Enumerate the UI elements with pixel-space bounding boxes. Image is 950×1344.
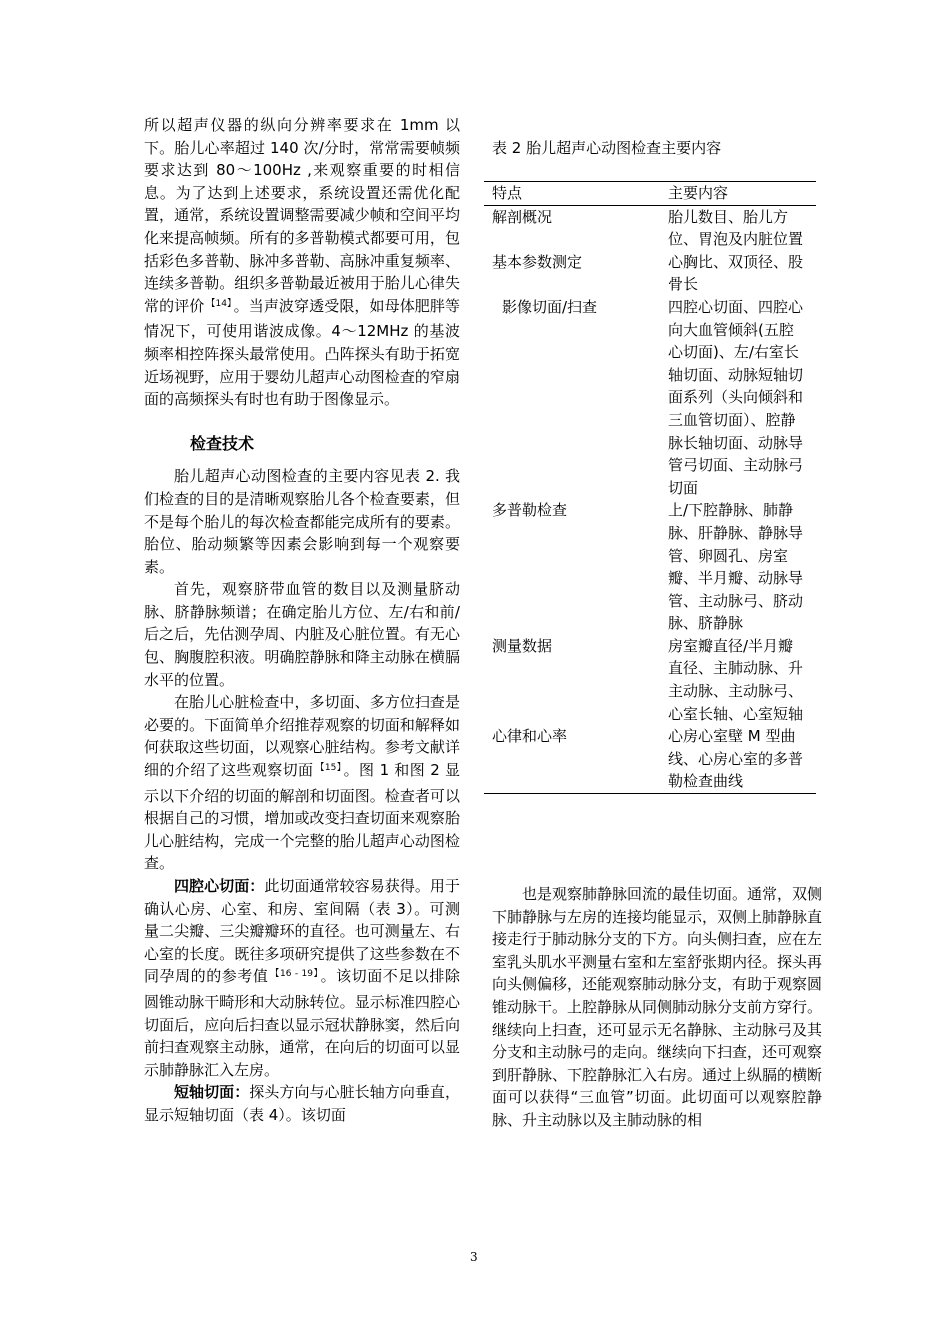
table-row <box>484 499 816 635</box>
table-cell-feature: 解剖概况 <box>492 207 553 226</box>
section-heading: 检查技术 <box>190 433 255 453</box>
table-cell-content: 四腔心切面、四腔心向大血管倾斜(五腔心切面)、左/右室长轴切面、动脉短轴切面系列（头向倾斜和三血管切面）、腔静脉长轴切面、动脉导管弓切面、主动脉弓切面 <box>668 297 804 497</box>
table-row <box>484 251 816 296</box>
table-header-feature: 特点 <box>484 182 660 206</box>
left-column <box>144 114 460 1127</box>
paragraph-four-chamber: 四腔心切面：此切面通常较容易获得。用于确认心房、心室、和房、室间隔（表 3）。可测量二尖瓣、三尖瓣瓣环的直径。也可测量左、右心室的长度。既往多项研究提供了这些参数在不同孕周的的参考值 $^{【16 - 19】}$ 。该切面不足以排除圆锥动脉干畸形和大动脉转位。显示标准四腔心切面后，应向后扫查以显示冠状静脉窦，然后向前扫查观察主动脉，通常，在向后的切面可以显示肺静脉汇入左房。 <box>144 877 460 1079</box>
table-header-content: 主要内容 <box>660 182 816 206</box>
table-row <box>484 635 816 725</box>
table-cell-feature: 心律和心率 <box>492 727 568 746</box>
table-row <box>484 205 816 251</box>
table-cell-feature: 基本参数测定 <box>492 252 583 271</box>
paragraph-short-axis: 短轴切面：探头方向与心脏长轴方向垂直，显示短轴切面（表 4）。该切面 <box>144 1083 460 1124</box>
table-cell-content: 心胸比、双顶径、股骨长 <box>668 252 804 294</box>
paragraph-pulmonary-veins: 也是观察肺静脉回流的最佳切面。通常，双侧下肺静脉与左房的连接均能显示，双侧上肺静脉直接走行于肺动脉分支的下方。向头侧扫查，应在左室乳头肌水平测量右室和左室舒张期内径。探头再向头侧偏移，还能观察肺动脉分支，有助于观察圆锥动脉干。上腔静脉从同侧肺动脉分支前方穿行。继续向上扫查，还可显示无名静脉、主动脉弓及其分支和主动脉弓的走向。继续向下扫查，还可观察到肝静脉、下腔静脉汇入右房。通过上纵膈的横断面可以获得“三血管”切面。此切面可以观察腔静脉、升主动脉以及主肺动脉的相 <box>492 885 823 1129</box>
table-row <box>484 725 816 793</box>
table-cell-feature: 多普勒检查 <box>492 501 568 520</box>
paragraph-views: 在胎儿心脏检查中，多切面、多方位扫查是必要的。下面简单介绍推荐观察的切面和解释如何获取这些切面，以观察心脏结构。参考文献详细的介绍了这些观察切面 $^{【15】}$ 。图 1 和图 2 显示以下介绍的切面的解剖和切面图。检查者可以根据自己的习惯，增加或改变扫查切面来观察胎儿心脏结构，完成一个完整的胎儿超声心动图检查。 <box>144 693 460 873</box>
table-cell-content: 心房心室壁 M 型曲线、心房心室的多普勒检查曲线 <box>668 727 804 791</box>
table-cell-feature: 测量数据 <box>492 636 553 655</box>
citation-15: 【15】 <box>315 763 342 774</box>
short-axis-lead: 短轴切面： <box>174 1083 250 1102</box>
table-cell-content: 胎儿数目、胎儿方位、胃泡及内脏位置 <box>668 207 804 249</box>
table-caption: 表 2 胎儿超声心动图检查主要内容 <box>492 139 722 157</box>
right-column <box>492 883 822 1132</box>
citation-14: 【14】 <box>206 298 232 309</box>
table-header-row <box>484 182 816 206</box>
page-number: 3 <box>470 1250 478 1264</box>
table-cell-feature: 影像切面/扫查 <box>502 297 598 316</box>
table-2 <box>484 181 816 794</box>
table-row <box>484 296 816 499</box>
table-cell-content: 上/下腔静脉、肺静脉、肝静脉、静脉导管、卵圆孔、房室瓣、半月瓣、动脉导管、主动脉弓、脐动脉、脐静脉 <box>668 501 804 633</box>
table-cell-content: 房室瓣直径/半月瓣直径、主肺动脉、升主动脉、主动脉弓、心室长轴、心室短轴 <box>668 636 804 723</box>
citation-16-19: 【16 - 19】 <box>270 969 319 980</box>
paragraph-umbilical: 首先，观察脐带血管的数目以及测量脐动脉、脐静脉频谱；在确定胎儿方位、左/右和前/后之后，先估测孕周、内脏及心脏位置。有无心包、胸腹腔积液。明确腔静脉和降主动脉在横膈水平的位置。 <box>144 580 460 689</box>
paragraph-resolution: 所以超声仪器的纵向分辨率要求在 1mm 以下。胎儿心率超过 140 次/分时，常常需要帧频要求达到 80～100Hz ,来观察重要的时相信息。为了达到上述要求，系统设置还需优化配置，通常，系统设置调整需要减少帧和空间平均化来提高帧频。所有的多普勒模式都要可用，包括彩色多普勒、脉冲多普勒、高脉冲重复频率、连续多普勒。组织多普勒最近被用于胎儿心律失常的评价 $^{【14】}$ 。当声波穿透受限，如母体肥胖等情况下，可使用谐波成像。4～12MHz 的基波频率相控阵探头最常使用。凸阵探头有助于拓宽近场视野，应用于婴幼儿超声心动图检查的窄扇面的高频探头有时也有助于图像显示。 <box>144 116 460 409</box>
four-chamber-lead: 四腔心切面： <box>174 877 265 895</box>
paragraph-overview: 胎儿超声心动图检查的主要内容见表 2. 我们检查的目的是清晰观察胎儿各个检查要素，但不是每个胎儿的每次检查都能完成所有的要素。胎位、胎动频繁等因素会影响到每一个观察要素。 <box>144 467 460 576</box>
